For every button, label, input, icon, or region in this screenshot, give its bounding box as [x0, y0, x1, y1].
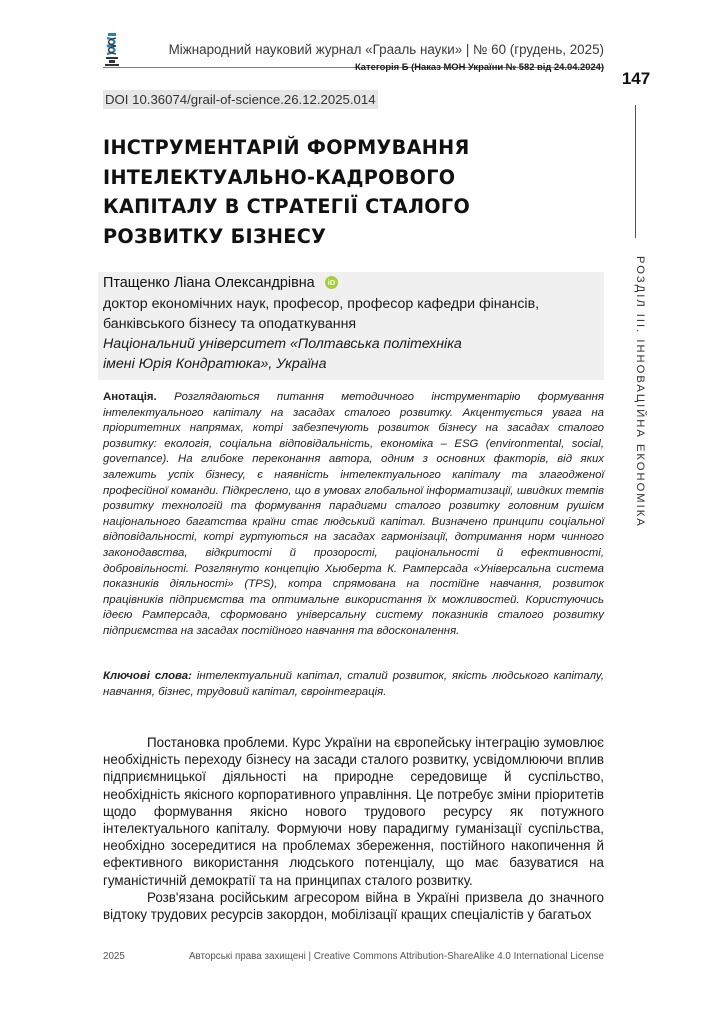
section-label-text: РОЗДІЛ ІІІ. ІННОВАЦІЙНА ЕКОНОМІКА — [634, 256, 646, 528]
journal-category: Категорія Б (Наказ МОН України № 582 від 24.04.2024) — [354, 61, 604, 72]
paragraph-text: Розв'язана російським агресором війна в Україні призвела до значного відтоку трудових ресурсів закордон, мобілізації кращих спеціалістів у багатьох — [103, 889, 604, 923]
paragraph — [103, 734, 604, 889]
abstract-text: Розглядаються питання методичного інструментарію формування інтелектуального капіталу на засадах сталого розвитку. Акцентується увага на пріоритетних напрямах, котрі забезпечують розвиток бізнесу на засадах сталого розвитку: екологія, соціальна відповідальність, економіка – ESG (environmental, social, governance). На глибоке переконання автора, одним з основних факторів, від яких залежить успіх бізнесу, є наявність інтелектуального капіталу та злагодженої професійної команди. Підкреслено, що в умовах глобальної інформатизації, швидких темпів розвитку технологій та формування парадигми сталого розвитку головним рушієм національного багатства країни стає людський капітал. Визначено принципи соціальної відповідальності, котрі гуртуються на засадах гармонізації, дотримання норм чинного законодавства, відкритості й прозорості, раціональності й ефективності, добровільності. Розглянуто концепцію Хьюберта К. Рамперсада «Універсальна система показників діяльності» (TPS), котра спрямована на постійне навчання, розвиток працівників підприємства та оптимальне використання їх можливостей. Користуючись ідеєю Рамперсада, сформовано універсальну систему показників сталого розвитку підприємства на засадах постійного навчання та вдосконалення. — [103, 391, 604, 637]
doi-link[interactable]: DOI 10.36074/grail-of-science.26.12.2025.014 — [105, 92, 376, 107]
author-department: банківського бізнесу та оподаткування — [103, 316, 357, 332]
title-line: ІНСТРУМЕНТАРІЙ ФОРМУВАННЯ — [103, 136, 470, 159]
footer-year: 2025 — [103, 951, 125, 962]
author-affiliation: Національний університет «Полтавська політехніка — [103, 336, 462, 352]
section-heading: Постановка проблеми. — [147, 735, 289, 750]
abstract — [103, 390, 604, 640]
keywords-label: Ключові слова: — [103, 670, 192, 682]
orcid-icon[interactable]: iD — [325, 276, 338, 289]
section-label — [632, 256, 646, 528]
author-affiliation-cont: імені Юрія Кондратюка», Україна — [103, 356, 327, 372]
journal-logo-icon — [103, 33, 121, 67]
paragraph — [103, 889, 604, 923]
author-name: Птащенко Ліана Олександрівна — [103, 275, 315, 291]
journal-title: Міжнародний науковий журнал «Грааль науки» | № 60 (грудень, 2025) — [168, 42, 604, 57]
article-title — [103, 133, 583, 251]
title-line: ІНТЕЛЕКТУАЛЬНО-КАДРОВОГО — [103, 165, 456, 189]
article-body — [103, 734, 604, 923]
abstract-label: Анотація. — [103, 391, 157, 403]
keywords — [103, 669, 604, 700]
author-degree: доктор економічних наук, професор, професор кафедри фінансів, — [103, 296, 540, 312]
side-divider — [635, 105, 636, 238]
title-line: РОЗВИТКУ БІЗНЕСУ — [103, 224, 327, 248]
paragraph-text: Курс України на європейську інтеграцію зумовлює необхідність переходу бізнесу на засади сталого розвитку, усвідомлюючи вплив підприємницької діяльності на природне середовище й суспільство, необхідність якісного корпоративного управління. Це потребує зміни пріоритетів щодо формування якісно нового трудового ресурсу як потужного інтелектуального капіталу. Формуючи нову парадигму гуманізації суспільства, необхідно зосередитися на проблемах збереження, постійного накопичення й ефективного використання людського потенціалу, що має базуватися на гуманістичній демократії та на принципах сталого розвитку. — [103, 735, 604, 888]
footer-license: Авторські права захищені | Creative Commons Attribution-ShareAlike 4.0 International License — [189, 951, 604, 962]
keywords-text: інтелектуальний капітал, сталий розвиток, якість людського капіталу, навчання, бізнес, трудовий капітал, євроінтеграція. — [103, 670, 604, 698]
title-line: КАПІТАЛУ В СТРАТЕГІЇ СТАЛОГО — [103, 195, 471, 218]
page-number: 147 — [621, 69, 651, 88]
